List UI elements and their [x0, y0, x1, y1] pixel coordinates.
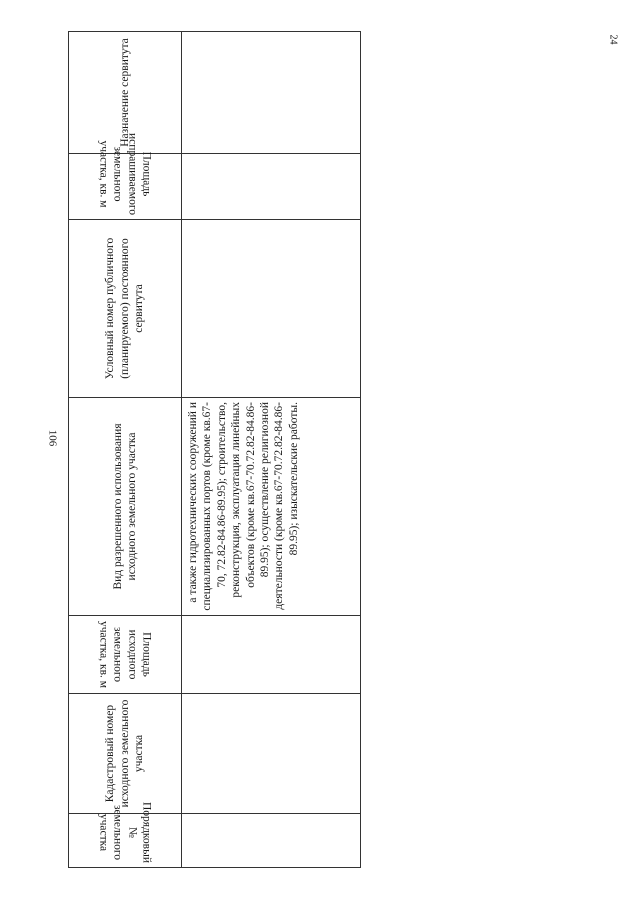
cell-cadastral-number [182, 694, 361, 814]
page-number: 106 [46, 429, 59, 447]
header-plot-number: Порядковый № земельного участка [69, 814, 182, 868]
rotated-table-page [68, 32, 348, 868]
cell-servitude-number [182, 220, 361, 398]
header-requested-area: Площадь испрашиваемого земельного участка, кв. м [69, 154, 182, 220]
cell-plot-number [182, 814, 361, 868]
servitude-table [68, 31, 361, 868]
cell-requested-area [182, 154, 361, 220]
cell-permitted-use: а также гидротехнических сооружений и специализированных портов (кроме кв.67-70, 72.82-84.86-89.95); строительство, реконструкция, эксплуатация линейных объектов (кроме кв.67-70.72.82-84.86-89.95); осуществление религиозной деятельности (кроме кв.67-70.72.82-84.86-89.95); изыскательские работы. [182, 398, 361, 616]
table-header-row [69, 32, 182, 868]
header-cadastral-number: Кадастровый номер исходного земельного участка [69, 694, 182, 814]
corner-mark: 24 [607, 34, 619, 45]
header-source-area: Площадь исходного земельного участка, кв. м [69, 616, 182, 694]
cell-source-area [182, 616, 361, 694]
table-row [182, 32, 361, 868]
header-servitude-number: Условный номер публичного (планируемого) постоянного сервитута [69, 220, 182, 398]
header-permitted-use: Вид разрешенного использования исходного земельного участка [69, 398, 182, 616]
cell-servitude-purpose [182, 32, 361, 154]
header-servitude-purpose: Назначение сервитута [69, 32, 182, 154]
